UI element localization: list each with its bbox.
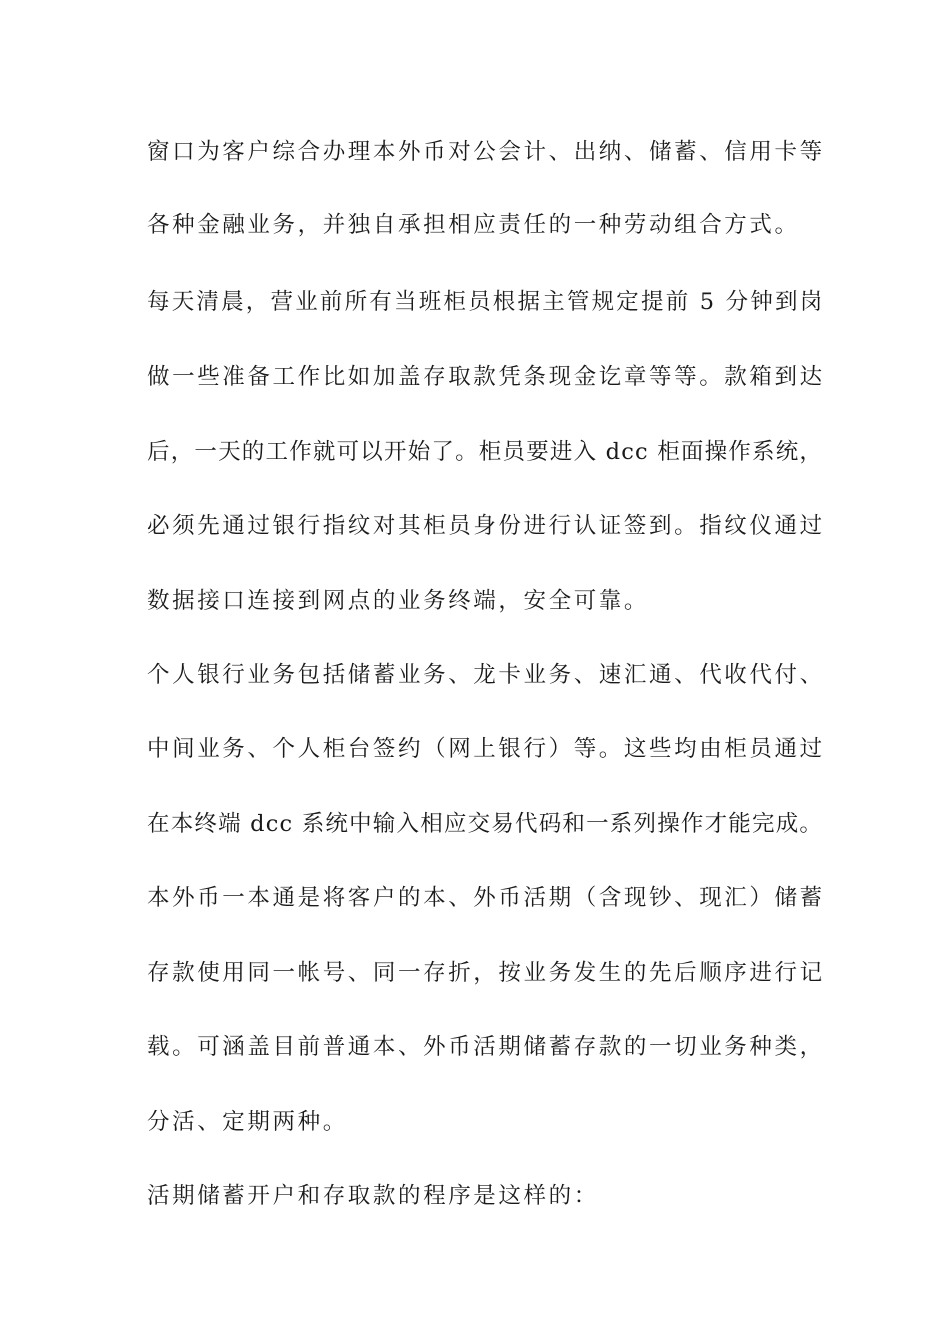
text-line-15: 活期储蓄开户和存取款的程序是这样的： [147, 1183, 599, 1209]
text-line-11: 本外币一本通是将客户的本、外币活期（含现钞、现汇）储蓄 [147, 885, 825, 911]
text-line-7: 数据接口连接到网点的业务终端，安全可靠。 [147, 588, 650, 614]
text-line-9: 中间业务、个人柜台签约（网上银行）等。这些均由柜员通过 [147, 736, 825, 762]
text-line-12: 存款使用同一帐号、同一存折，按业务发生的先后顺序进行记 [147, 960, 825, 986]
text-line-6: 必须先通过银行指纹对其柜员身份进行认证签到。指纹仪通过 [147, 513, 825, 539]
text-line-14: 分活、定期两种。 [147, 1109, 348, 1135]
text-line-10: 在本终端 dcc 系统中输入相应交易代码和一系列操作才能完成。 [147, 811, 824, 837]
text-line-3: 每天清晨，营业前所有当班柜员根据主管规定提前 5 分钟到岗 [147, 289, 825, 315]
text-line-5: 后，一天的工作就可以开始了。柜员要进入 dcc 柜面操作系统， [147, 439, 824, 465]
text-line-4: 做一些准备工作比如加盖存取款凭条现金讫章等等。款箱到达 [147, 364, 825, 390]
text-line-2: 各种金融业务，并独自承担相应责任的一种劳动组合方式。 [147, 212, 800, 238]
text-line-13: 载。可涵盖目前普通本、外币活期储蓄存款的一切业务种类， [147, 1034, 825, 1060]
text-line-8: 个人银行业务包括储蓄业务、龙卡业务、速汇通、代收代付、 [147, 662, 825, 688]
text-line-1: 窗口为客户综合办理本外币对公会计、出纳、储蓄、信用卡等 [147, 139, 825, 165]
